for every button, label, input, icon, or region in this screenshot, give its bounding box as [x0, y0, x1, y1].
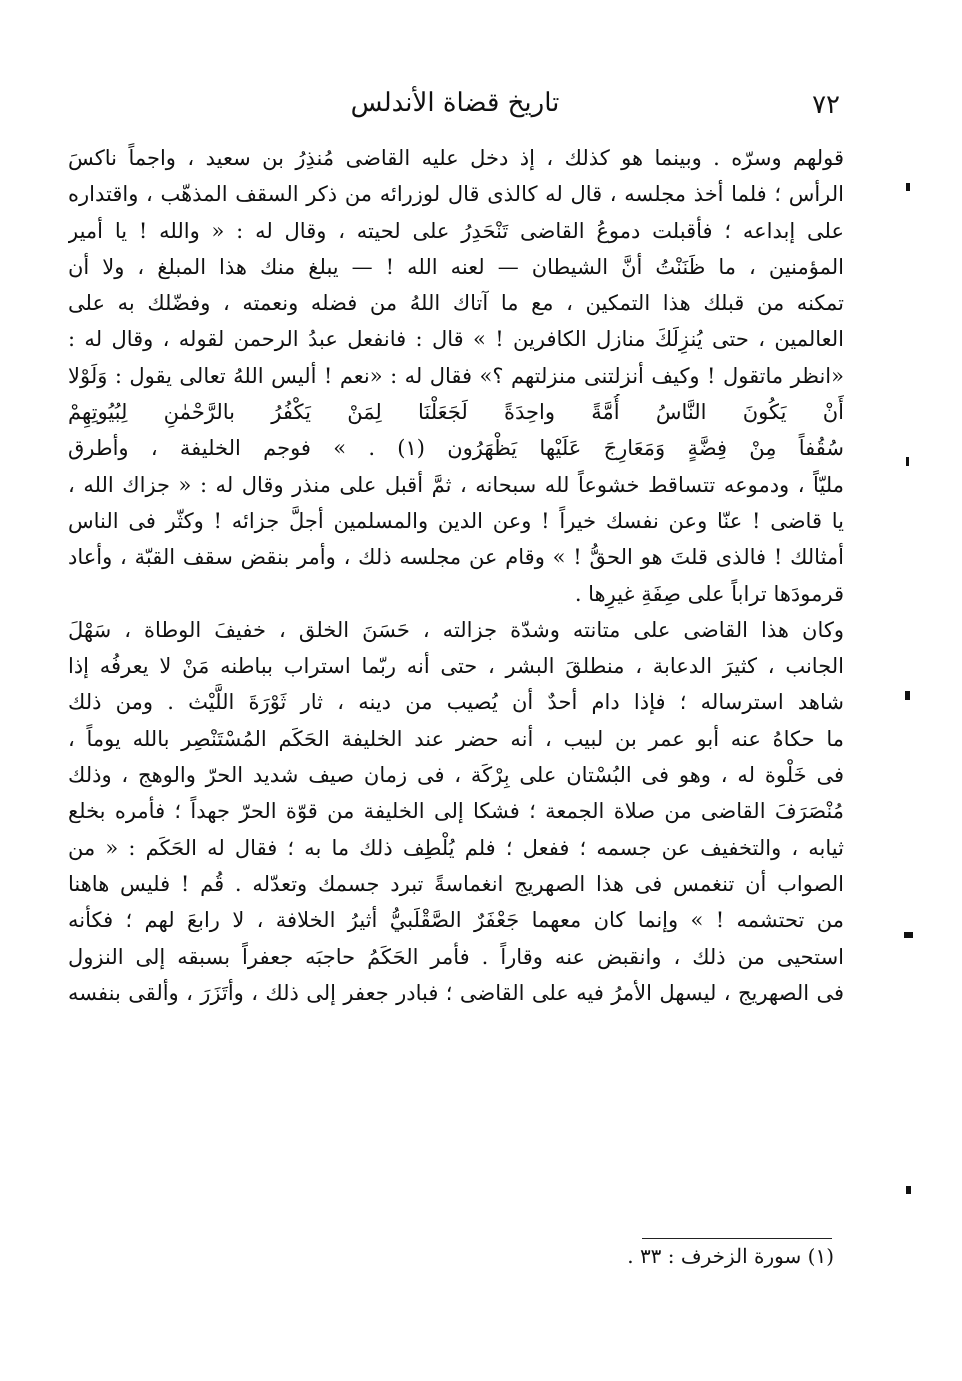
text-line: «انظر ماتقول ! وكيف أنزلتنى منزلتهم ؟» فقال له : «نعم ! أليس اللهُ تعالى يقول : وَلَوْلا [68, 363, 844, 388]
running-title: تاريخ قضاة الأندلس [350, 88, 560, 118]
page-number: ٧٢ [812, 90, 840, 120]
scan-margin-mark [904, 932, 913, 938]
text-line: مليّاً ، ودموعه تتساقط خشوعاً لله سبحانه ، ثمَّ أقبل على منذر وقال له : « جزاك الله ، [68, 472, 844, 497]
footnote: (١) سورة الزخرف : ٣٣ . [627, 1244, 834, 1268]
text-line: شاهد استرساله ؛ فإذا دام أحدٌ أن يُصيب من دينه ، ثار ثَوْرَةَ اللَّيْث . ومن ذلك [68, 690, 844, 715]
text-line: يا قاضى ! عنّا وعن نفسك خيراً ! وعن الدين والمسلمين أجلَّ جزائه ! وكثّر فى الناس [68, 508, 844, 533]
footnote-divider [642, 1238, 832, 1239]
text-line: تمكنه من قبلك هذا التمكين ، مع ما آتاك اللهُ من فضله ونعمته ، وفضّلك به على [68, 291, 844, 316]
text-line: العالمين ، حتى يُنزِلَكَ منازل الكافرين ! » قال : فانفعل عبدُ الرحمن لقوله ، وقال له : [68, 327, 844, 352]
paragraph-end-line: قرمودَها تراباً على صِفَةِ غيرِها . [574, 581, 844, 606]
text-line: الصواب أن تنغمس فى هذا الصهريج انغماسةً تبرد جسمك وتعدّله . قُم ! فليس هاهنا [68, 871, 844, 896]
quran-verse-line: سُقُفاً مِنْ فِضَّةٍ وَمَعَارِجَ عَلَيْها يَظْهَرُون (١) . » فوجم الخليفة ، وأطرق [68, 436, 844, 461]
text-line: استحيى من ذلك ، وانقبض عنه وقاراً . فأمر الحَكَمُ حاجبَه جعفراً بسبقه إلى النزول [68, 944, 844, 969]
text-line: ما حكاهُ عنه أبو عمر بن لبيب ، أنه حضر عند الخليفة الحَكَم المُسْتَنْصِر بالله يوماً ، [68, 726, 844, 751]
text-line: أمثالك ! فالذى قلتَ هو الحقُّ ! » وقام عن مجلسه ذلك ، وأمر بنقض سقف القبّة ، وأعاد [68, 545, 844, 570]
text-line: مُنْصَرَفَ القاضى من صلاة الجمعة ؛ فشكا إلى الخليفة من قوّة الحرّ جهداً ؛ فأمره بخلع [68, 799, 844, 824]
text-line: من تحتشمه ! » وإنما كان معهما جَعْفَرٌ الصَّقْلَبيُّ أثيرُ الخلافة ، لا رابعَ لهم ؛ فكأنه [68, 908, 844, 933]
body-text [68, 140, 844, 1011]
text-line: فى الصهريج ، ليسهل الأمرُ فيه على القاضى ؛ فبادر جعفر إلى ذلك ، وأتَزَرَ ، وألقى بنفسه [68, 980, 844, 1005]
text-line: الجانب ، كثيرَ الدعابة ، منطلقَ البشر ، حتى أنه ربّما استراب بباطنه مَنْ لا يعرفُه إذا [68, 654, 844, 679]
quran-verse-line: أَنْ يَكُونَ النَّاسُ أُمَّةً واحِدَةً لَجَعَلْنَا لِمَنْ يَكْفُرُ بالرَّحْمٰنِ لِبُيُوتِهِمْ [68, 400, 844, 425]
paragraph-start-line: وكان هذا القاضى على متانته وشدّة جزالته ، حَسَنَ الخلق ، خفيفَ الوطاة ، سَهْلَ [68, 617, 844, 642]
page-header [70, 84, 840, 124]
scan-margin-mark [906, 457, 909, 466]
text-line: فى خَلْوة له ، وهو فى البُسْتان على بِرْكَة ، فى زمان صيف شديد الحرّ والوهج ، وذلك [68, 763, 844, 788]
scan-margin-mark [905, 691, 910, 700]
text-line: الرأس ؛ فلما أخذ مجلسه ، قال له كالذى قال لوزرائه من ذكر السقف المذهّب ، واقتداره [68, 182, 844, 207]
scan-margin-mark [906, 183, 910, 191]
scan-margin-mark [906, 1186, 911, 1194]
text-line: المؤمنين ، ما ظَنَنْتُ أنَّ الشيطان — لعنه الله ! — يبلغ منك هذا المبلغ ، ولا أن [68, 254, 844, 279]
text-line: قولهم وسرّه . وبينما هو كذلك ، إذ دخل عليه القاضى مُنذِرُ بن سعيد ، واجماً ناكسَ [68, 146, 844, 170]
text-line: ثيابه ، والتخفيف عن جسمه ؛ ففعل ؛ فلم يُلْطِف ذلك ما به ؛ فقال له الحَكَم : « من [68, 835, 844, 860]
text-line: على إبداعه ؛ فأقبلت دموعُ القاضى تَنْحَدِرُ على لحيته ، وقال له : « والله ! يا أمير [68, 218, 844, 243]
